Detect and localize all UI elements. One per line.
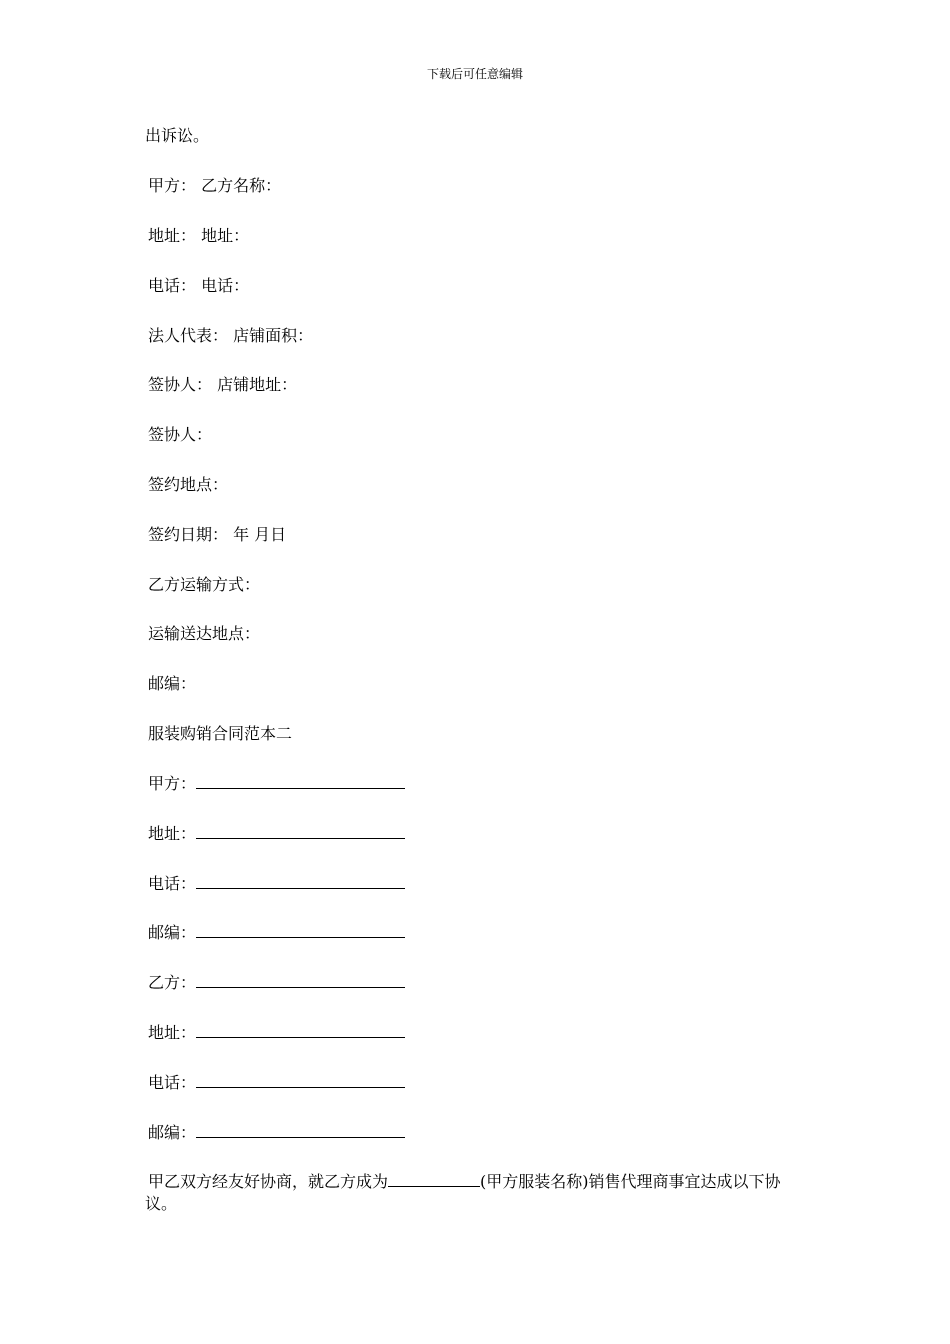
field-label: 邮编： bbox=[148, 1123, 197, 1142]
field-label: 乙方： bbox=[148, 973, 197, 992]
field-party-a-postcode bbox=[148, 922, 405, 943]
field-party-b-address bbox=[148, 1022, 405, 1043]
fill-in-blank bbox=[196, 873, 405, 889]
field-label: 电话： bbox=[148, 1073, 197, 1092]
field-party-a-phone bbox=[148, 873, 405, 894]
field-party-b-phone bbox=[148, 1072, 405, 1093]
fill-in-blank bbox=[196, 823, 405, 839]
fill-in-blank bbox=[196, 922, 405, 938]
text-line-party-a-b-name: 甲方： 乙方名称： bbox=[148, 176, 282, 195]
fill-in-blank bbox=[196, 773, 405, 789]
text-line-delivery-place: 运输送达地点： bbox=[148, 624, 261, 643]
text-line-transport-method: 乙方运输方式： bbox=[148, 575, 261, 594]
fill-in-blank bbox=[196, 1122, 405, 1138]
fill-in-blank bbox=[196, 1022, 405, 1038]
paragraph-text: 议。 bbox=[145, 1194, 178, 1213]
field-label: 地址： bbox=[148, 1023, 197, 1042]
fill-in-blank bbox=[196, 972, 405, 988]
field-party-b bbox=[148, 972, 405, 993]
field-party-a bbox=[148, 773, 405, 794]
field-label: 电话： bbox=[148, 874, 197, 893]
fill-in-blank bbox=[196, 1072, 405, 1088]
field-label: 地址： bbox=[148, 824, 197, 843]
field-party-b-postcode bbox=[148, 1122, 405, 1143]
text-line-signer: 签协人： bbox=[148, 425, 213, 444]
paragraph-text: (甲方服装名称)销售代理商事宜达成以下协 bbox=[480, 1172, 781, 1191]
field-party-a-address bbox=[148, 823, 405, 844]
text-line-sign-date: 签约日期： 年 月日 bbox=[148, 525, 287, 544]
field-label: 甲方： bbox=[148, 774, 197, 793]
agreement-paragraph bbox=[145, 1171, 815, 1215]
text-line-phone: 电话： 电话： bbox=[148, 276, 250, 295]
page-header-note: 下载后可任意编辑 bbox=[426, 67, 523, 81]
text-line-signer-store-address: 签协人： 店铺地址： bbox=[148, 375, 298, 394]
fill-in-blank bbox=[388, 1171, 480, 1187]
text-line-legal-rep: 法人代表： 店铺面积： bbox=[148, 326, 314, 345]
section-title: 服装购销合同范本二 bbox=[148, 724, 293, 743]
paragraph-text: 甲乙双方经友好协商，就乙方成为 bbox=[148, 1172, 389, 1191]
text-line-address: 地址： 地址： bbox=[148, 226, 250, 245]
field-label: 邮编： bbox=[148, 923, 197, 942]
text-line-continuation: 出诉讼。 bbox=[145, 126, 210, 145]
text-line-sign-place: 签约地点： bbox=[148, 475, 229, 494]
text-line-postcode: 邮编： bbox=[148, 674, 197, 693]
